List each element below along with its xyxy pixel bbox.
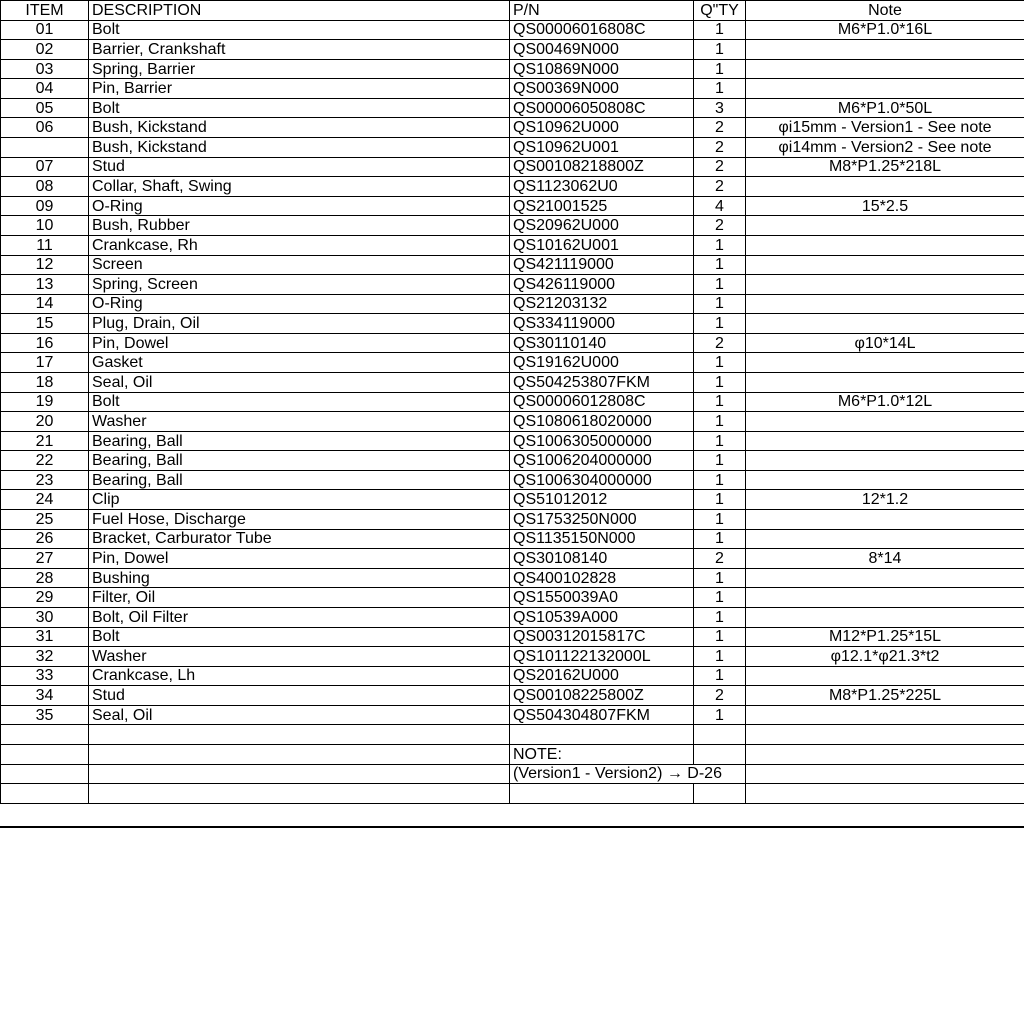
cell-pn: QS00006012808C bbox=[510, 392, 694, 412]
cell-pn: QS51012012 bbox=[510, 490, 694, 510]
table-row bbox=[1, 510, 1024, 530]
cell-qty: 3 bbox=[694, 98, 746, 118]
table-row bbox=[1, 235, 1024, 255]
cell-item: 20 bbox=[1, 412, 89, 432]
cell-pn: QS20162U000 bbox=[510, 666, 694, 686]
cell-pn: QS504253807FKM bbox=[510, 372, 694, 392]
cell-note bbox=[746, 568, 1024, 588]
cell-item: 17 bbox=[1, 353, 89, 373]
cell-note bbox=[746, 353, 1024, 373]
cell-note: 8*14 bbox=[746, 549, 1024, 569]
cell-qty: 1 bbox=[694, 275, 746, 295]
cell-qty: 2 bbox=[694, 216, 746, 236]
cell-qty: 4 bbox=[694, 196, 746, 216]
cell-description: Filter, Oil bbox=[89, 588, 510, 608]
cell-qty: 1 bbox=[694, 294, 746, 314]
cell-description: Clip bbox=[89, 490, 510, 510]
cell-note bbox=[746, 705, 1024, 725]
cell-note bbox=[746, 177, 1024, 197]
cell-description: Seal, Oil bbox=[89, 705, 510, 725]
cell-item: 09 bbox=[1, 196, 89, 216]
cell-note: M6*P1.0*12L bbox=[746, 392, 1024, 412]
cell-note: M8*P1.25*218L bbox=[746, 157, 1024, 177]
cell-item: 15 bbox=[1, 314, 89, 334]
cell-pn: QS30108140 bbox=[510, 549, 694, 569]
cell-note bbox=[746, 294, 1024, 314]
cell-note bbox=[746, 59, 1024, 79]
cell-item: 13 bbox=[1, 275, 89, 295]
table-row bbox=[1, 568, 1024, 588]
cell-item: 33 bbox=[1, 666, 89, 686]
cell-pn: QS1006304000000 bbox=[510, 470, 694, 490]
cell-description: Bolt bbox=[89, 20, 510, 40]
cell-note: 15*2.5 bbox=[746, 196, 1024, 216]
cell-description: Washer bbox=[89, 412, 510, 432]
table-row bbox=[1, 372, 1024, 392]
table-row bbox=[1, 157, 1024, 177]
cell-note: φ12.1*φ21.3*t2 bbox=[746, 647, 1024, 667]
cell-pn: QS10962U000 bbox=[510, 118, 694, 138]
cell-qty: 2 bbox=[694, 118, 746, 138]
cell-qty: 1 bbox=[694, 59, 746, 79]
cell-item: 03 bbox=[1, 59, 89, 79]
cell-qty: 2 bbox=[694, 686, 746, 706]
cell-pn: QS10162U001 bbox=[510, 235, 694, 255]
cell-note bbox=[746, 451, 1024, 471]
table-row bbox=[1, 647, 1024, 667]
footer-row-blank bbox=[1, 725, 1024, 745]
cell-pn: QS1006305000000 bbox=[510, 431, 694, 451]
cell-description: Bolt, Oil Filter bbox=[89, 607, 510, 627]
cell-pn: QS00006016808C bbox=[510, 20, 694, 40]
cell-item: 23 bbox=[1, 470, 89, 490]
cell-item: 21 bbox=[1, 431, 89, 451]
table-row bbox=[1, 412, 1024, 432]
cell-item: 14 bbox=[1, 294, 89, 314]
table-row bbox=[1, 59, 1024, 79]
cell-pn: QS21001525 bbox=[510, 196, 694, 216]
table-row bbox=[1, 490, 1024, 510]
header-note: Note bbox=[746, 1, 1024, 21]
cell-description: Stud bbox=[89, 686, 510, 706]
cell-qty: 1 bbox=[694, 372, 746, 392]
cell-note bbox=[746, 510, 1024, 530]
cell-item: 10 bbox=[1, 216, 89, 236]
cell-pn: QS101122132000L bbox=[510, 647, 694, 667]
cell-qty: 1 bbox=[694, 392, 746, 412]
table-row bbox=[1, 392, 1024, 412]
cell-item: 04 bbox=[1, 79, 89, 99]
cell-item: 06 bbox=[1, 118, 89, 138]
cell-qty: 1 bbox=[694, 490, 746, 510]
cell-note bbox=[746, 529, 1024, 549]
cell-qty: 1 bbox=[694, 79, 746, 99]
cell-description: Pin, Barrier bbox=[89, 79, 510, 99]
header-item: ITEM bbox=[1, 1, 89, 21]
cell-description: Spring, Screen bbox=[89, 275, 510, 295]
table-row bbox=[1, 529, 1024, 549]
cell-pn: QS10869N000 bbox=[510, 59, 694, 79]
cell-qty: 1 bbox=[694, 235, 746, 255]
cell-pn: QS334119000 bbox=[510, 314, 694, 334]
header-description: DESCRIPTION bbox=[89, 1, 510, 21]
cell-note: φi15mm - Version1 - See note bbox=[746, 118, 1024, 138]
cell-item: 01 bbox=[1, 20, 89, 40]
cell-pn: QS1006204000000 bbox=[510, 451, 694, 471]
table-row bbox=[1, 275, 1024, 295]
cell-pn: QS400102828 bbox=[510, 568, 694, 588]
cell-description: Barrier, Crankshaft bbox=[89, 40, 510, 60]
cell-description: Bearing, Ball bbox=[89, 451, 510, 471]
cell-item: 08 bbox=[1, 177, 89, 197]
cell-item: 05 bbox=[1, 98, 89, 118]
cell-description: Gasket bbox=[89, 353, 510, 373]
cell-item: 28 bbox=[1, 568, 89, 588]
table-row bbox=[1, 353, 1024, 373]
cell-note: M8*P1.25*225L bbox=[746, 686, 1024, 706]
cell-description: Collar, Shaft, Swing bbox=[89, 177, 510, 197]
cell-description: Bearing, Ball bbox=[89, 431, 510, 451]
cell-item: 18 bbox=[1, 372, 89, 392]
cell-note bbox=[746, 588, 1024, 608]
table-row bbox=[1, 666, 1024, 686]
cell-note bbox=[746, 412, 1024, 432]
cell-qty: 1 bbox=[694, 666, 746, 686]
cell-pn: QS00469N000 bbox=[510, 40, 694, 60]
table-row bbox=[1, 705, 1024, 725]
cell-qty: 1 bbox=[694, 412, 746, 432]
cell-pn: QS21203132 bbox=[510, 294, 694, 314]
table-row bbox=[1, 588, 1024, 608]
table-row bbox=[1, 451, 1024, 471]
cell-pn: QS1550039A0 bbox=[510, 588, 694, 608]
cell-qty: 1 bbox=[694, 705, 746, 725]
cell-item: 25 bbox=[1, 510, 89, 530]
cell-note: M6*P1.0*16L bbox=[746, 20, 1024, 40]
table-row bbox=[1, 686, 1024, 706]
cell-qty: 1 bbox=[694, 510, 746, 530]
cell-note: 12*1.2 bbox=[746, 490, 1024, 510]
cell-description: Bolt bbox=[89, 392, 510, 412]
cell-note bbox=[746, 470, 1024, 490]
table-row bbox=[1, 333, 1024, 353]
cell-item bbox=[1, 138, 89, 158]
cell-note bbox=[746, 431, 1024, 451]
cell-pn: QS1135150N000 bbox=[510, 529, 694, 549]
cell-qty: 1 bbox=[694, 470, 746, 490]
cell-description: Stud bbox=[89, 157, 510, 177]
cell-pn: QS1123062U0 bbox=[510, 177, 694, 197]
cell-note bbox=[746, 275, 1024, 295]
cell-description: Fuel Hose, Discharge bbox=[89, 510, 510, 530]
table-row bbox=[1, 607, 1024, 627]
cell-qty: 2 bbox=[694, 138, 746, 158]
cell-item: 30 bbox=[1, 607, 89, 627]
cell-qty: 1 bbox=[694, 588, 746, 608]
cell-pn: QS00108218800Z bbox=[510, 157, 694, 177]
table-row bbox=[1, 216, 1024, 236]
cell-description: O-Ring bbox=[89, 294, 510, 314]
cell-description: Bush, Kickstand bbox=[89, 118, 510, 138]
cell-note bbox=[746, 666, 1024, 686]
cell-item: 24 bbox=[1, 490, 89, 510]
cell-note: φ10*14L bbox=[746, 333, 1024, 353]
cell-description: Bolt bbox=[89, 627, 510, 647]
table-row bbox=[1, 20, 1024, 40]
cell-item: 12 bbox=[1, 255, 89, 275]
cell-description: Crankcase, Lh bbox=[89, 666, 510, 686]
cell-qty: 2 bbox=[694, 549, 746, 569]
cell-note bbox=[746, 255, 1024, 275]
cell-note bbox=[746, 314, 1024, 334]
cell-qty: 1 bbox=[694, 568, 746, 588]
table-row bbox=[1, 79, 1024, 99]
cell-item: 29 bbox=[1, 588, 89, 608]
cell-description: Crankcase, Rh bbox=[89, 235, 510, 255]
cell-qty: 1 bbox=[694, 255, 746, 275]
cell-pn: QS19162U000 bbox=[510, 353, 694, 373]
cell-pn: QS00108225800Z bbox=[510, 686, 694, 706]
cell-item: 11 bbox=[1, 235, 89, 255]
cell-pn: QS1753250N000 bbox=[510, 510, 694, 530]
bottom-rule-line bbox=[0, 826, 1024, 828]
cell-qty: 1 bbox=[694, 353, 746, 373]
cell-item: 35 bbox=[1, 705, 89, 725]
table-row bbox=[1, 118, 1024, 138]
cell-qty: 1 bbox=[694, 607, 746, 627]
cell-description: Bracket, Carburator Tube bbox=[89, 529, 510, 549]
cell-pn: QS421119000 bbox=[510, 255, 694, 275]
note-text: (Version1 - Version2) → D-26 bbox=[510, 764, 746, 784]
table-row bbox=[1, 40, 1024, 60]
cell-pn: QS00369N000 bbox=[510, 79, 694, 99]
cell-description: Bush, Rubber bbox=[89, 216, 510, 236]
cell-description: Plug, Drain, Oil bbox=[89, 314, 510, 334]
cell-note: M6*P1.0*50L bbox=[746, 98, 1024, 118]
cell-pn: QS20962U000 bbox=[510, 216, 694, 236]
cell-description: Bolt bbox=[89, 98, 510, 118]
cell-qty: 2 bbox=[694, 177, 746, 197]
cell-note: M12*P1.25*15L bbox=[746, 627, 1024, 647]
footer-row-blank-2 bbox=[1, 784, 1024, 804]
note-label: NOTE: bbox=[510, 744, 694, 764]
cell-item: 19 bbox=[1, 392, 89, 412]
header-pn: P/N bbox=[510, 1, 694, 21]
cell-item: 22 bbox=[1, 451, 89, 471]
cell-pn: QS30110140 bbox=[510, 333, 694, 353]
cell-pn: QS504304807FKM bbox=[510, 705, 694, 725]
header-qty: Q"TY bbox=[694, 1, 746, 21]
cell-note: φi14mm - Version2 - See note bbox=[746, 138, 1024, 158]
table-row bbox=[1, 314, 1024, 334]
cell-description: Spring, Barrier bbox=[89, 59, 510, 79]
cell-description: Screen bbox=[89, 255, 510, 275]
cell-qty: 1 bbox=[694, 529, 746, 549]
cell-pn: QS10539A000 bbox=[510, 607, 694, 627]
cell-pn: QS10962U001 bbox=[510, 138, 694, 158]
cell-note bbox=[746, 216, 1024, 236]
cell-item: 32 bbox=[1, 647, 89, 667]
cell-description: O-Ring bbox=[89, 196, 510, 216]
cell-item: 07 bbox=[1, 157, 89, 177]
cell-pn: QS00312015817C bbox=[510, 627, 694, 647]
cell-pn: QS1080618020000 bbox=[510, 412, 694, 432]
cell-qty: 1 bbox=[694, 431, 746, 451]
cell-qty: 2 bbox=[694, 157, 746, 177]
cell-description: Washer bbox=[89, 647, 510, 667]
table-row bbox=[1, 177, 1024, 197]
cell-qty: 1 bbox=[694, 627, 746, 647]
cell-qty: 1 bbox=[694, 20, 746, 40]
table-row bbox=[1, 196, 1024, 216]
table-header-row bbox=[1, 1, 1024, 21]
cell-item: 16 bbox=[1, 333, 89, 353]
cell-note bbox=[746, 40, 1024, 60]
cell-item: 27 bbox=[1, 549, 89, 569]
cell-item: 02 bbox=[1, 40, 89, 60]
table-row bbox=[1, 255, 1024, 275]
table-row bbox=[1, 431, 1024, 451]
cell-item: 26 bbox=[1, 529, 89, 549]
table-row bbox=[1, 98, 1024, 118]
table-row bbox=[1, 294, 1024, 314]
table-row bbox=[1, 549, 1024, 569]
cell-description: Bush, Kickstand bbox=[89, 138, 510, 158]
cell-note bbox=[746, 607, 1024, 627]
cell-pn: QS426119000 bbox=[510, 275, 694, 295]
cell-item: 31 bbox=[1, 627, 89, 647]
footer-row-note-text bbox=[1, 764, 1024, 784]
cell-qty: 1 bbox=[694, 451, 746, 471]
cell-note bbox=[746, 79, 1024, 99]
footer-row-note-label bbox=[1, 744, 1024, 764]
table-row bbox=[1, 627, 1024, 647]
cell-qty: 1 bbox=[694, 314, 746, 334]
cell-description: Pin, Dowel bbox=[89, 549, 510, 569]
cell-qty: 2 bbox=[694, 333, 746, 353]
cell-description: Bearing, Ball bbox=[89, 470, 510, 490]
cell-pn: QS00006050808C bbox=[510, 98, 694, 118]
cell-description: Seal, Oil bbox=[89, 372, 510, 392]
cell-note bbox=[746, 372, 1024, 392]
cell-description: Bushing bbox=[89, 568, 510, 588]
cell-item: 34 bbox=[1, 686, 89, 706]
cell-qty: 1 bbox=[694, 647, 746, 667]
cell-qty: 1 bbox=[694, 40, 746, 60]
cell-description: Pin, Dowel bbox=[89, 333, 510, 353]
cell-note bbox=[746, 235, 1024, 255]
table-row bbox=[1, 138, 1024, 158]
table-row bbox=[1, 470, 1024, 490]
